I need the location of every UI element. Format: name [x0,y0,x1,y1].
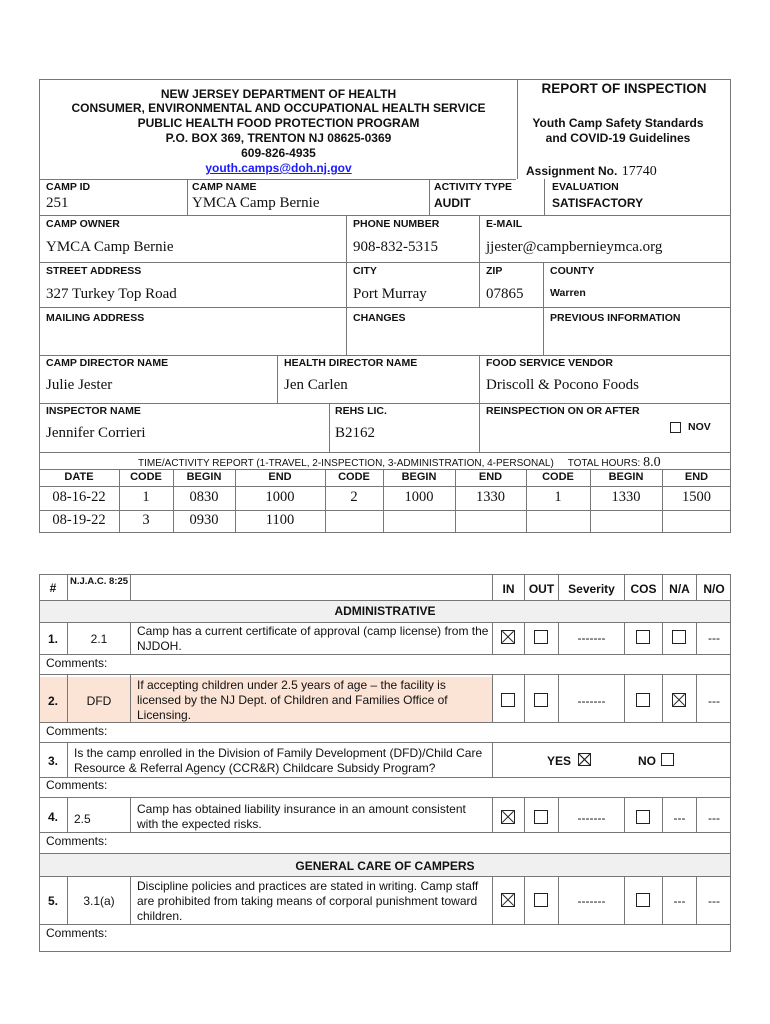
checklist-divider [524,876,525,924]
item-4-na: --- [673,811,686,825]
item-2-out-checkbox[interactable] [534,693,548,707]
item-3-no-label: NO [638,754,656,768]
item-2-severity: ------- [577,694,606,708]
item-5-cos-checkbox[interactable] [636,893,650,907]
food-vendor-value: Driscoll & Pocono Foods [486,377,639,393]
assignment-number [526,162,657,180]
item-4-cos-checkbox[interactable] [636,810,650,824]
time-cell-r0-c9: 1500 [682,489,711,505]
item-1-severity: ------- [577,631,606,645]
section-general-care: GENERAL CARE OF CAMPERS [295,859,475,873]
time-cell-r0-c2: 0830 [189,489,219,505]
time-cell-r0-c4: 2 [350,489,358,505]
city-label: CITY [353,265,377,277]
item-1-comments-label: Comments: [46,656,108,670]
item-4-out-checkbox[interactable] [534,810,548,824]
inspector-label: INSPECTOR NAME [46,405,141,417]
section-administrative: ADMINISTRATIVE [334,604,436,618]
camp-name-value: YMCA Camp Bernie [192,195,320,211]
item-4-comments-label: Comments: [46,834,108,848]
checklist-divider [558,876,559,924]
item-4-no: --- [708,811,720,825]
checklist-divider [696,674,697,722]
item-2-text: If accepting children under 2.5 years of age – the facility is licensed by the NJ Dept. of Children and Families Office of Licensing. [137,678,448,722]
checklist-divider [130,797,131,832]
checklist-divider [558,674,559,722]
zip-value: 07865 [486,286,524,302]
checklist-divider [662,876,663,924]
checklist-divider [524,674,525,722]
time-header-code-4: CODE [338,471,370,483]
checklist-divider [130,622,131,654]
time-header-begin-5: BEGIN [401,471,437,483]
time-header-end-9: END [684,471,709,483]
item-5-out-checkbox[interactable] [534,893,548,907]
time-cell-r0-c7: 1 [554,489,562,505]
time-cell-r1-c1: 3 [142,512,150,528]
item-1-cos-checkbox[interactable] [636,630,650,644]
col-na-header: N/A [669,582,690,596]
checklist-divider [67,622,68,654]
item-2-in-checkbox[interactable] [501,693,515,707]
camp-owner-value: YMCA Camp Bernie [46,239,174,255]
checklist-divider [130,674,131,722]
dept-line-5: 609-826-4935 [241,146,316,160]
county-label: COUNTY [550,265,595,277]
item-3-yes-check-mark [578,753,591,766]
assignment-label: Assignment No. [526,164,618,178]
item-5-no: --- [708,894,720,908]
item-1-no: --- [708,631,720,645]
dept-line-1: NEW JERSEY DEPARTMENT OF HEALTH [160,87,397,101]
checklist-divider [492,674,493,722]
item-1-na-checkbox[interactable] [672,630,686,644]
col-severity-header: Severity [568,582,615,596]
item-5-code: 3.1(a) [83,894,115,908]
col-num-header: # [49,581,57,595]
item-3-text: Is the camp enrolled in the Division of Family Development (DFD)/Child Care Resource & Referral Agency (CCR&R) Childcare Subsidy Program? [74,746,483,775]
time-activity-title: TIME/ACTIVITY REPORT (1-TRAVEL, 2-INSPECTION, 3-ADMINISTRATION, 4-PERSONAL) [138,458,554,469]
report-title: REPORT OF INSPECTION [541,81,707,96]
checklist-divider [624,876,625,924]
time-cell-r0-c0: 08-16-22 [52,489,106,505]
item-1-code: 2.1 [90,632,108,646]
item-5-severity: ------- [577,894,606,908]
item-2-cos-checkbox[interactable] [636,693,650,707]
inspector-value: Jennifer Corrieri [46,425,146,441]
col-cos-header: COS [630,582,657,596]
item-3-no-checkbox[interactable] [661,753,674,766]
health-director-value: Jen Carlen [284,377,348,393]
checklist-divider [492,622,493,654]
mailing-address-label: MAILING ADDRESS [46,312,145,324]
dept-line-4: P.O. BOX 369, TRENTON NJ 08625-0369 [165,131,392,145]
camp-id-value: 251 [46,195,69,211]
street-value: 327 Turkey Top Road [46,286,177,302]
camp-director-value: Julie Jester [46,377,113,393]
checklist-divider [524,797,525,832]
item-5-comments-label: Comments: [46,926,108,940]
time-cell-r0-c6: 1330 [476,489,505,505]
time-header-begin-2: BEGIN [186,471,222,483]
total-hours-value: 8.0 [643,455,661,470]
time-header-code-7: CODE [542,471,574,483]
county-value: Warren [550,287,586,299]
time-cell-r1-c2: 0930 [189,512,219,528]
email-value: jjester@campbernieymca.org [486,239,663,255]
checklist-divider [558,622,559,654]
col-in-header: IN [502,582,515,596]
col-out-header: OUT [528,582,555,596]
checklist-divider [492,797,493,832]
program-email-link[interactable]: youth.camps@doh.nj.gov [205,161,352,175]
checklist-divider [558,797,559,832]
email-label: E-MAIL [486,218,523,230]
checklist-divider [662,797,663,832]
activity-type-label: ACTIVITY TYPE [434,181,512,193]
checklist-divider [492,876,493,924]
item-5-in-checkbox[interactable] [501,893,515,907]
checklist-divider [67,876,68,924]
item-1-out-checkbox[interactable] [534,630,548,644]
checklist-divider [67,797,68,832]
checklist-divider [624,674,625,722]
changes-label: CHANGES [353,312,406,324]
checklist-divider [696,622,697,654]
item-5-num: 5. [47,894,58,908]
item-3-comments-label: Comments: [46,778,108,792]
item-3-num: 3. [47,754,58,768]
time-cell-r1-c3: 1100 [265,512,295,528]
nov-checkbox[interactable] [670,422,681,433]
item-5-na: --- [673,894,686,908]
col-no-header: N/O [703,582,725,596]
checklist-divider [662,622,663,654]
checklist-divider [524,622,525,654]
zip-label: ZIP [486,265,503,277]
camp-director-label: CAMP DIRECTOR NAME [46,357,169,369]
time-header-begin-8: BEGIN [608,471,644,483]
item-2-num: 2. [47,694,58,708]
city-value: Port Murray [353,286,427,302]
item-2-no: --- [708,694,720,708]
col-njac-text: N.J.A.C. 8:25 [69,576,129,587]
rehs-value: B2162 [335,425,376,441]
item-4-in-checkbox[interactable] [501,810,515,824]
rehs-label: REHS LIC. [335,405,387,417]
dept-line-2: CONSUMER, ENVIRONMENTAL AND OCCUPATIONAL HEALTH SERVICE [71,101,486,115]
checklist-divider [130,876,131,924]
item-4-code: 2.5 [74,812,91,826]
previous-info-label: PREVIOUS INFORMATION [550,312,681,324]
item-3-yes-label: YES [547,754,572,768]
checklist-divider [624,797,625,832]
item-4-text: Camp has obtained liability insurance in an amount consistent with the expected risks. [137,802,466,831]
checklist-divider [696,797,697,832]
evaluation-value: SATISFACTORY [552,196,644,210]
item-1-text: Camp has a current certificate of approval (camp license) from the NJDOH. [137,624,489,653]
item-4-num: 4. [47,810,58,824]
health-director-label: HEALTH DIRECTOR NAME [284,357,418,369]
food-vendor-label: FOOD SERVICE VENDOR [486,357,613,369]
checklist-divider [67,674,68,722]
phone-value: 908-832-5315 [353,239,438,255]
time-header-end-3: END [268,471,292,483]
evaluation-label: EVALUATION [552,181,619,193]
checklist-divider [492,742,493,777]
dept-line-3: PUBLIC HEALTH FOOD PROTECTION PROGRAM [137,116,420,130]
checklist-divider [624,622,625,654]
activity-type-value: AUDIT [434,196,471,210]
time-cell-r1-c0: 08-19-22 [52,512,106,528]
report-subtitle-2: and COVID-19 Guidelines [545,131,691,145]
camp-id-label: CAMP ID [46,181,91,193]
report-subtitle-1: Youth Camp Safety Standards [532,116,704,130]
time-cell-r0-c3: 1000 [265,489,295,505]
phone-label: PHONE NUMBER [353,218,440,230]
item-2-code: DFD [86,694,112,708]
checklist-divider [662,674,663,722]
item-5-text: Discipline policies and practices are stated in writing. Camp staff are prohibited from taking means of corporal punishment toward children. [137,879,479,923]
camp-owner-label: CAMP OWNER [46,218,120,230]
time-header-date-0: DATE [64,471,94,483]
time-cell-r0-c5: 1000 [404,489,434,505]
total-hours-label: TOTAL HOURS: [567,458,641,469]
col-njac-header [68,576,130,587]
time-cell-r0-c1: 1 [142,489,150,505]
item-2-na-checkbox[interactable] [672,693,686,707]
item-1-num: 1. [47,632,58,646]
item-4-severity: ------- [577,811,606,825]
time-cell-r0-c8: 1330 [611,489,641,505]
checklist-divider [696,876,697,924]
item-1-in-checkbox[interactable] [501,630,515,644]
item-2-comments-label: Comments: [46,724,108,738]
camp-name-label: CAMP NAME [192,181,257,193]
nov-label: NOV [688,421,711,433]
checklist-divider [67,742,68,777]
assignment-value: 17740 [621,164,657,179]
time-header-end-6: END [478,471,503,483]
time-header-code-1: CODE [130,471,162,483]
street-label: STREET ADDRESS [46,265,142,277]
reinspection-label: REINSPECTION ON OR AFTER [486,405,640,417]
